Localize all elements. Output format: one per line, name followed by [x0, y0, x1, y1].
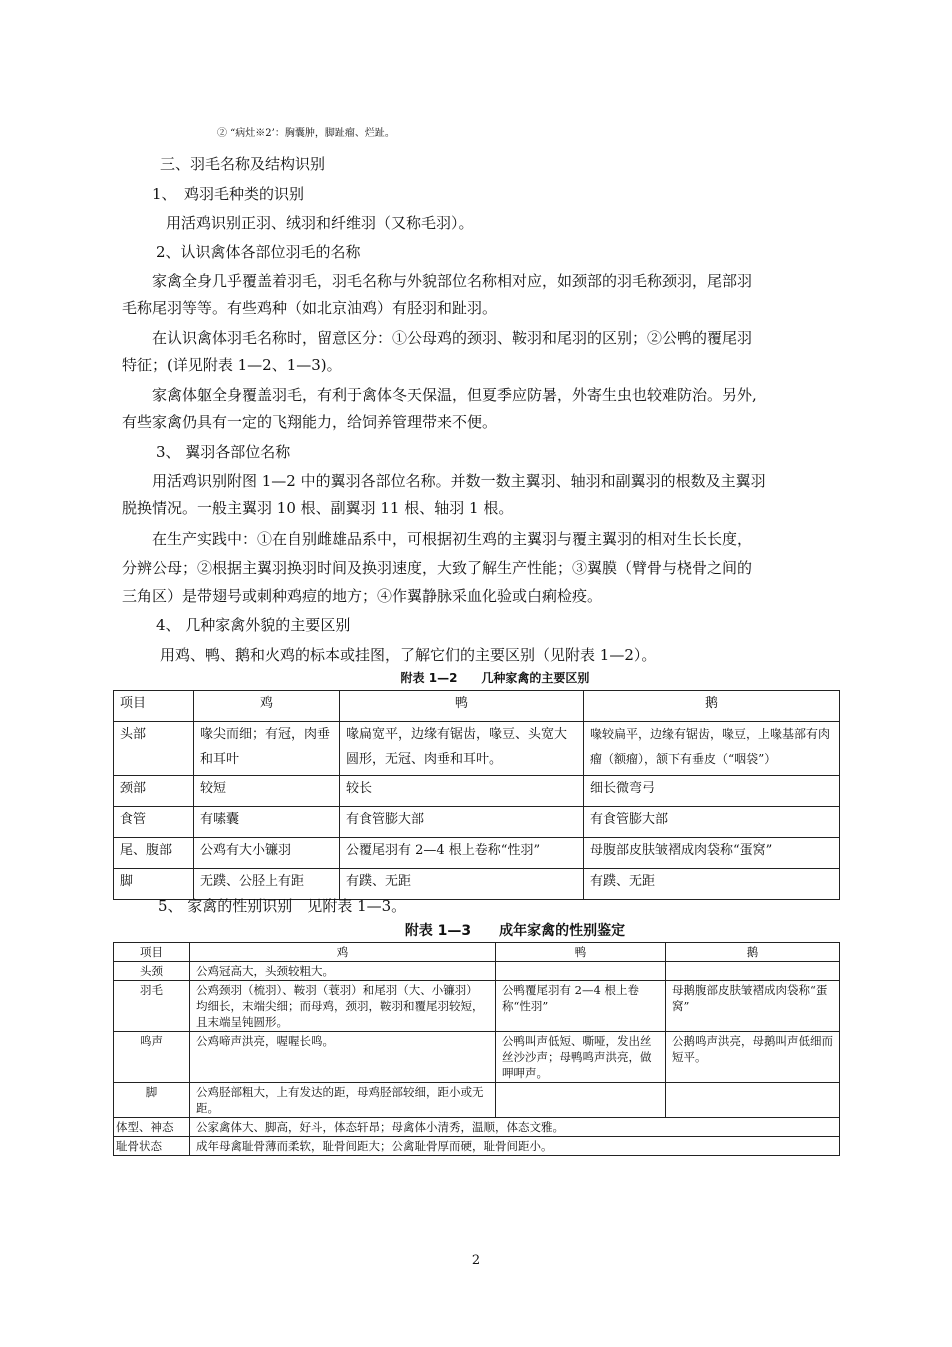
table-header-cell: 鸭 — [340, 691, 584, 722]
table-cell: 公覆尾羽有 2—4 根上卷称“性羽” — [340, 838, 584, 869]
paragraph-line: 在生产实践中：①在自别雌雄品系中，可根据初生鸡的主翼羽与覆主翼羽的相对生长长度， — [152, 530, 753, 548]
table-row — [114, 1118, 840, 1137]
table-cell: 头颈 — [114, 962, 190, 981]
table-cell: 体型、神态 — [114, 1118, 190, 1137]
table-cell: 尾、腹部 — [114, 838, 194, 869]
table-cell: 公鸡胫部粗大，上有发达的距，母鸡胫部较细，距小或无距。 — [190, 1083, 496, 1118]
table-row — [114, 981, 840, 1032]
table-cell: 细长微弯弓 — [584, 776, 840, 807]
paragraph-line: 有些家禽仍具有一定的飞翔能力，给饲养管理带来不便。 — [122, 413, 498, 431]
table-caption: 附表 1—2 几种家禽的主要区别 — [400, 671, 590, 685]
table-cell: 公鸡有大小镰羽 — [194, 838, 340, 869]
table-cell: 喙较扁平，边缘有锯齿，喙豆，上喙基部有肉瘤（额瘤），颔下有垂皮（“咽袋”） — [584, 722, 840, 776]
table-cell: 喙尖而细；有冠，肉垂和耳叶 — [194, 722, 340, 776]
table-cell: 有嗉囊 — [194, 807, 340, 838]
table-cell: 脚 — [114, 1083, 190, 1118]
table-row — [114, 838, 840, 869]
paragraph-line: 家禽体躯全身覆盖羽毛，有利于禽体冬天保温，但夏季应防暑，外寄生虫也较难防治。另外, — [152, 386, 757, 404]
table-header-row — [114, 943, 840, 962]
table-cell: 耻骨状态 — [114, 1137, 190, 1156]
paragraph-line: 分辨公母；②根据主翼羽换羽时间及换羽速度，大致了解生产性能；③翼膜（臂骨与桡骨之间的 — [122, 559, 753, 577]
table-cell: 公鸡啼声洪亮，喔喔长鸣。 — [190, 1032, 496, 1083]
table-cell: 颈部 — [114, 776, 194, 807]
table-caption: 附表 1—3 成年家禽的性别鉴定 — [404, 923, 626, 939]
paragraph-line: 毛称尾羽等等。有些鸡种（如北京油鸡）有胫羽和趾羽。 — [122, 299, 498, 317]
table-cell: 母鹅腹部皮肤皱褶成肉袋称“蛋窝” — [666, 981, 840, 1032]
section-heading: 三、羽毛名称及结构识别 — [160, 155, 326, 173]
table-cell: 公鸡颈羽（梳羽）、鞍羽（蓑羽）和尾羽（大、小镰羽）均细长，末端尖细；而母鸡，颈羽，鞍羽和覆尾羽较短，且末端呈钝圆形。 — [190, 981, 496, 1032]
paragraph-line: 在认识禽体羽毛名称时，留意区分：①公母鸡的颈羽、鞍羽和尾羽的区别；②公鸭的覆尾羽 — [152, 329, 753, 347]
table-cell: 有食管膨大部 — [584, 807, 840, 838]
paragraph-line: 用鸡、鸭、鹅和火鸡的标本或挂图，了解它们的主要区别（见附表 1—2）。 — [160, 646, 657, 664]
table-row — [114, 1137, 840, 1156]
table-cell: 有蹼、无距 — [340, 869, 584, 900]
table-row — [114, 1032, 840, 1083]
table-header-cell: 鹅 — [666, 943, 840, 962]
table-row — [114, 962, 840, 981]
table-cell: 母腹部皮肤皱褶成肉袋称“蛋窝” — [584, 838, 840, 869]
paragraph-line: 脱换情况。一般主翼羽 10 根、副翼羽 11 根、轴羽 1 根。 — [122, 499, 514, 517]
table-header-cell: 鸡 — [190, 943, 496, 962]
table-cell: 公鹅鸣声洪亮，母鹅叫声低细而短平。 — [666, 1032, 840, 1083]
table-cell: 羽毛 — [114, 981, 190, 1032]
table-cell — [666, 1083, 840, 1118]
table-cell: 较短 — [194, 776, 340, 807]
table-header-cell: 项目 — [114, 691, 194, 722]
table-header-cell: 鹅 — [584, 691, 840, 722]
table-row — [114, 1083, 840, 1118]
table-cell: 公鸭叫声低短、嘶哑，发出丝丝沙沙声；母鸭鸣声洪亮，做呷呷声。 — [496, 1032, 666, 1083]
table-header-cell: 鸡 — [194, 691, 340, 722]
table-cell: 较长 — [340, 776, 584, 807]
poultry-differences-table — [113, 690, 840, 900]
subsection-heading: 2、认识禽体各部位羽毛的名称 — [156, 243, 361, 261]
subsection-heading: 4、 几种家禽外貌的主要区别 — [156, 616, 351, 634]
table-cell: 喙扁宽平，边缘有锯齿，喙豆、头宽大圆形，无冠、肉垂和耳叶。 — [340, 722, 584, 776]
table-cell: 脚 — [114, 869, 194, 900]
subsection-heading: 3、 翼羽各部位名称 — [156, 443, 291, 461]
table-cell — [496, 1083, 666, 1118]
table-cell: 无蹼、公胫上有距 — [194, 869, 340, 900]
table-cell: 鸣声 — [114, 1032, 190, 1083]
table-row — [114, 722, 840, 776]
table-cell: 有蹼、无距 — [584, 869, 840, 900]
table-header-row — [114, 691, 840, 722]
paragraph-line: 家禽全身几乎覆盖着羽毛，羽毛名称与外貌部位名称相对应，如颈部的羽毛称颈羽，尾部羽 — [152, 272, 753, 290]
table-row — [114, 869, 840, 900]
paragraph-line: 特征；(详见附表 1—2、1—3)。 — [122, 356, 342, 374]
footnote-line: ② “病灶※2’：胸囊肿，脚趾瘤、烂趾。 — [217, 128, 395, 139]
table-cell: 公鸭覆尾羽有 2—4 根上卷称“性羽” — [496, 981, 666, 1032]
subsection-heading: 1、 鸡羽毛种类的识别 — [152, 185, 305, 203]
sex-identification-table — [113, 942, 840, 1156]
table-cell: 公家禽体大、脚高，好斗，体态轩昂；母禽体小清秀，温顺，体态文雅。 — [190, 1118, 840, 1137]
table-header-cell: 项目 — [114, 943, 190, 962]
table-cell: 公鸡冠高大，头颈较粗大。 — [190, 962, 496, 981]
paragraph-line: 用活鸡识别附图 1—2 中的翼羽各部位名称。并数一数主翼羽、轴羽和副翼羽的根数及主翼羽 — [152, 472, 766, 490]
table-row — [114, 807, 840, 838]
table-cell — [666, 962, 840, 981]
table-cell: 成年母禽耻骨薄而柔软，耻骨间距大；公禽耻骨厚而硬，耻骨间距小。 — [190, 1137, 840, 1156]
paragraph-line: 三角区）是带翅号或刺种鸡痘的地方；④作翼静脉采血化验或白痢检疫。 — [122, 587, 603, 605]
table-cell: 有食管膨大部 — [340, 807, 584, 838]
table-row — [114, 776, 840, 807]
page-number: 2 — [471, 1253, 481, 1268]
table-cell: 食管 — [114, 807, 194, 838]
table-header-cell: 鸭 — [496, 943, 666, 962]
table-cell — [496, 962, 666, 981]
table-cell: 头部 — [114, 722, 194, 776]
subsection-heading: 5、 家禽的性别识别 见附表 1—3。 — [158, 897, 407, 915]
paragraph-line: 用活鸡识别正羽、绒羽和纤维羽（又称毛羽）。 — [166, 214, 474, 232]
